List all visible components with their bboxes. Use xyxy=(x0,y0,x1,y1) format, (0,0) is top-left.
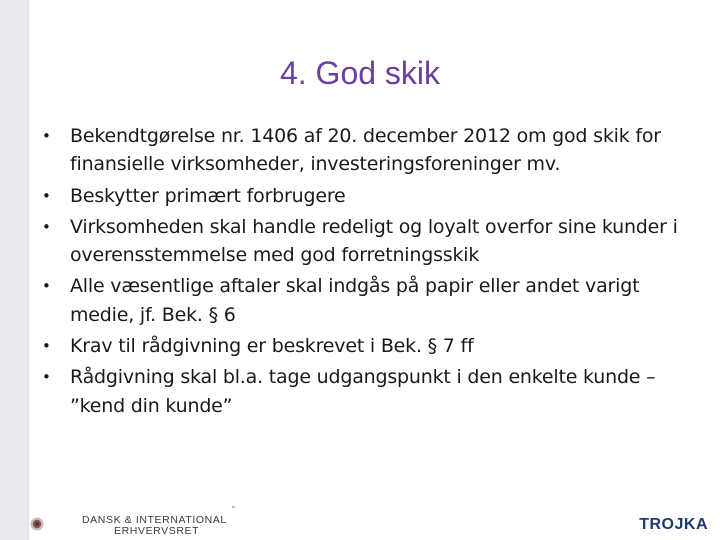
slide-title: 4. God skik xyxy=(279,55,441,91)
brand-logo: TROJKA xyxy=(639,516,708,533)
bullet-icon: • xyxy=(42,217,51,236)
bullet-icon: • xyxy=(42,277,51,296)
bullet-text: Alle væsentlige aftaler skal indgås på papir eller andet varigt medie, jf. Bek. § 6 xyxy=(70,275,640,326)
footer-org-line1: DANSK & INTERNATIONAL xyxy=(82,514,227,526)
bullet-item xyxy=(36,363,686,420)
band-divider xyxy=(28,0,29,540)
footer-org-line2: ERHVERVSRET xyxy=(114,525,200,537)
bullet-item xyxy=(36,272,686,329)
footer-organization xyxy=(82,515,227,537)
bullet-text: Rådgivning skal bl.a. tage udgangspunkt i den enkelte kunde – ”kend din kunde” xyxy=(70,366,656,417)
footer-divider-mark xyxy=(232,506,235,508)
bullet-text: Virksomheden skal handle redeligt og loyalt overfor sine kunder i overensstemmelse med god forretningsskik xyxy=(70,215,678,267)
bullet-text: Bekendtgørelse nr. 1406 af 20. december 2012 om god skik for finansielle virksomheder, investeringsforeninger mv. xyxy=(70,125,661,176)
bullet-icon: • xyxy=(42,368,51,387)
bullet-icon: • xyxy=(42,186,51,205)
bullet-item xyxy=(36,122,686,179)
bullet-list xyxy=(36,122,686,423)
bullet-text: Beskytter primært forbrugere xyxy=(70,184,346,207)
bullet-icon: • xyxy=(42,127,51,145)
bullet-item xyxy=(36,332,686,360)
bullet-item xyxy=(36,182,686,210)
seal-logo-icon xyxy=(30,517,44,531)
bullet-text: Krav til rådgivning er beskrevet i Bek. § 7 ff xyxy=(70,335,474,358)
bullet-icon: • xyxy=(42,337,51,356)
left-decorative-band xyxy=(0,0,28,540)
bullet-item xyxy=(36,213,686,270)
